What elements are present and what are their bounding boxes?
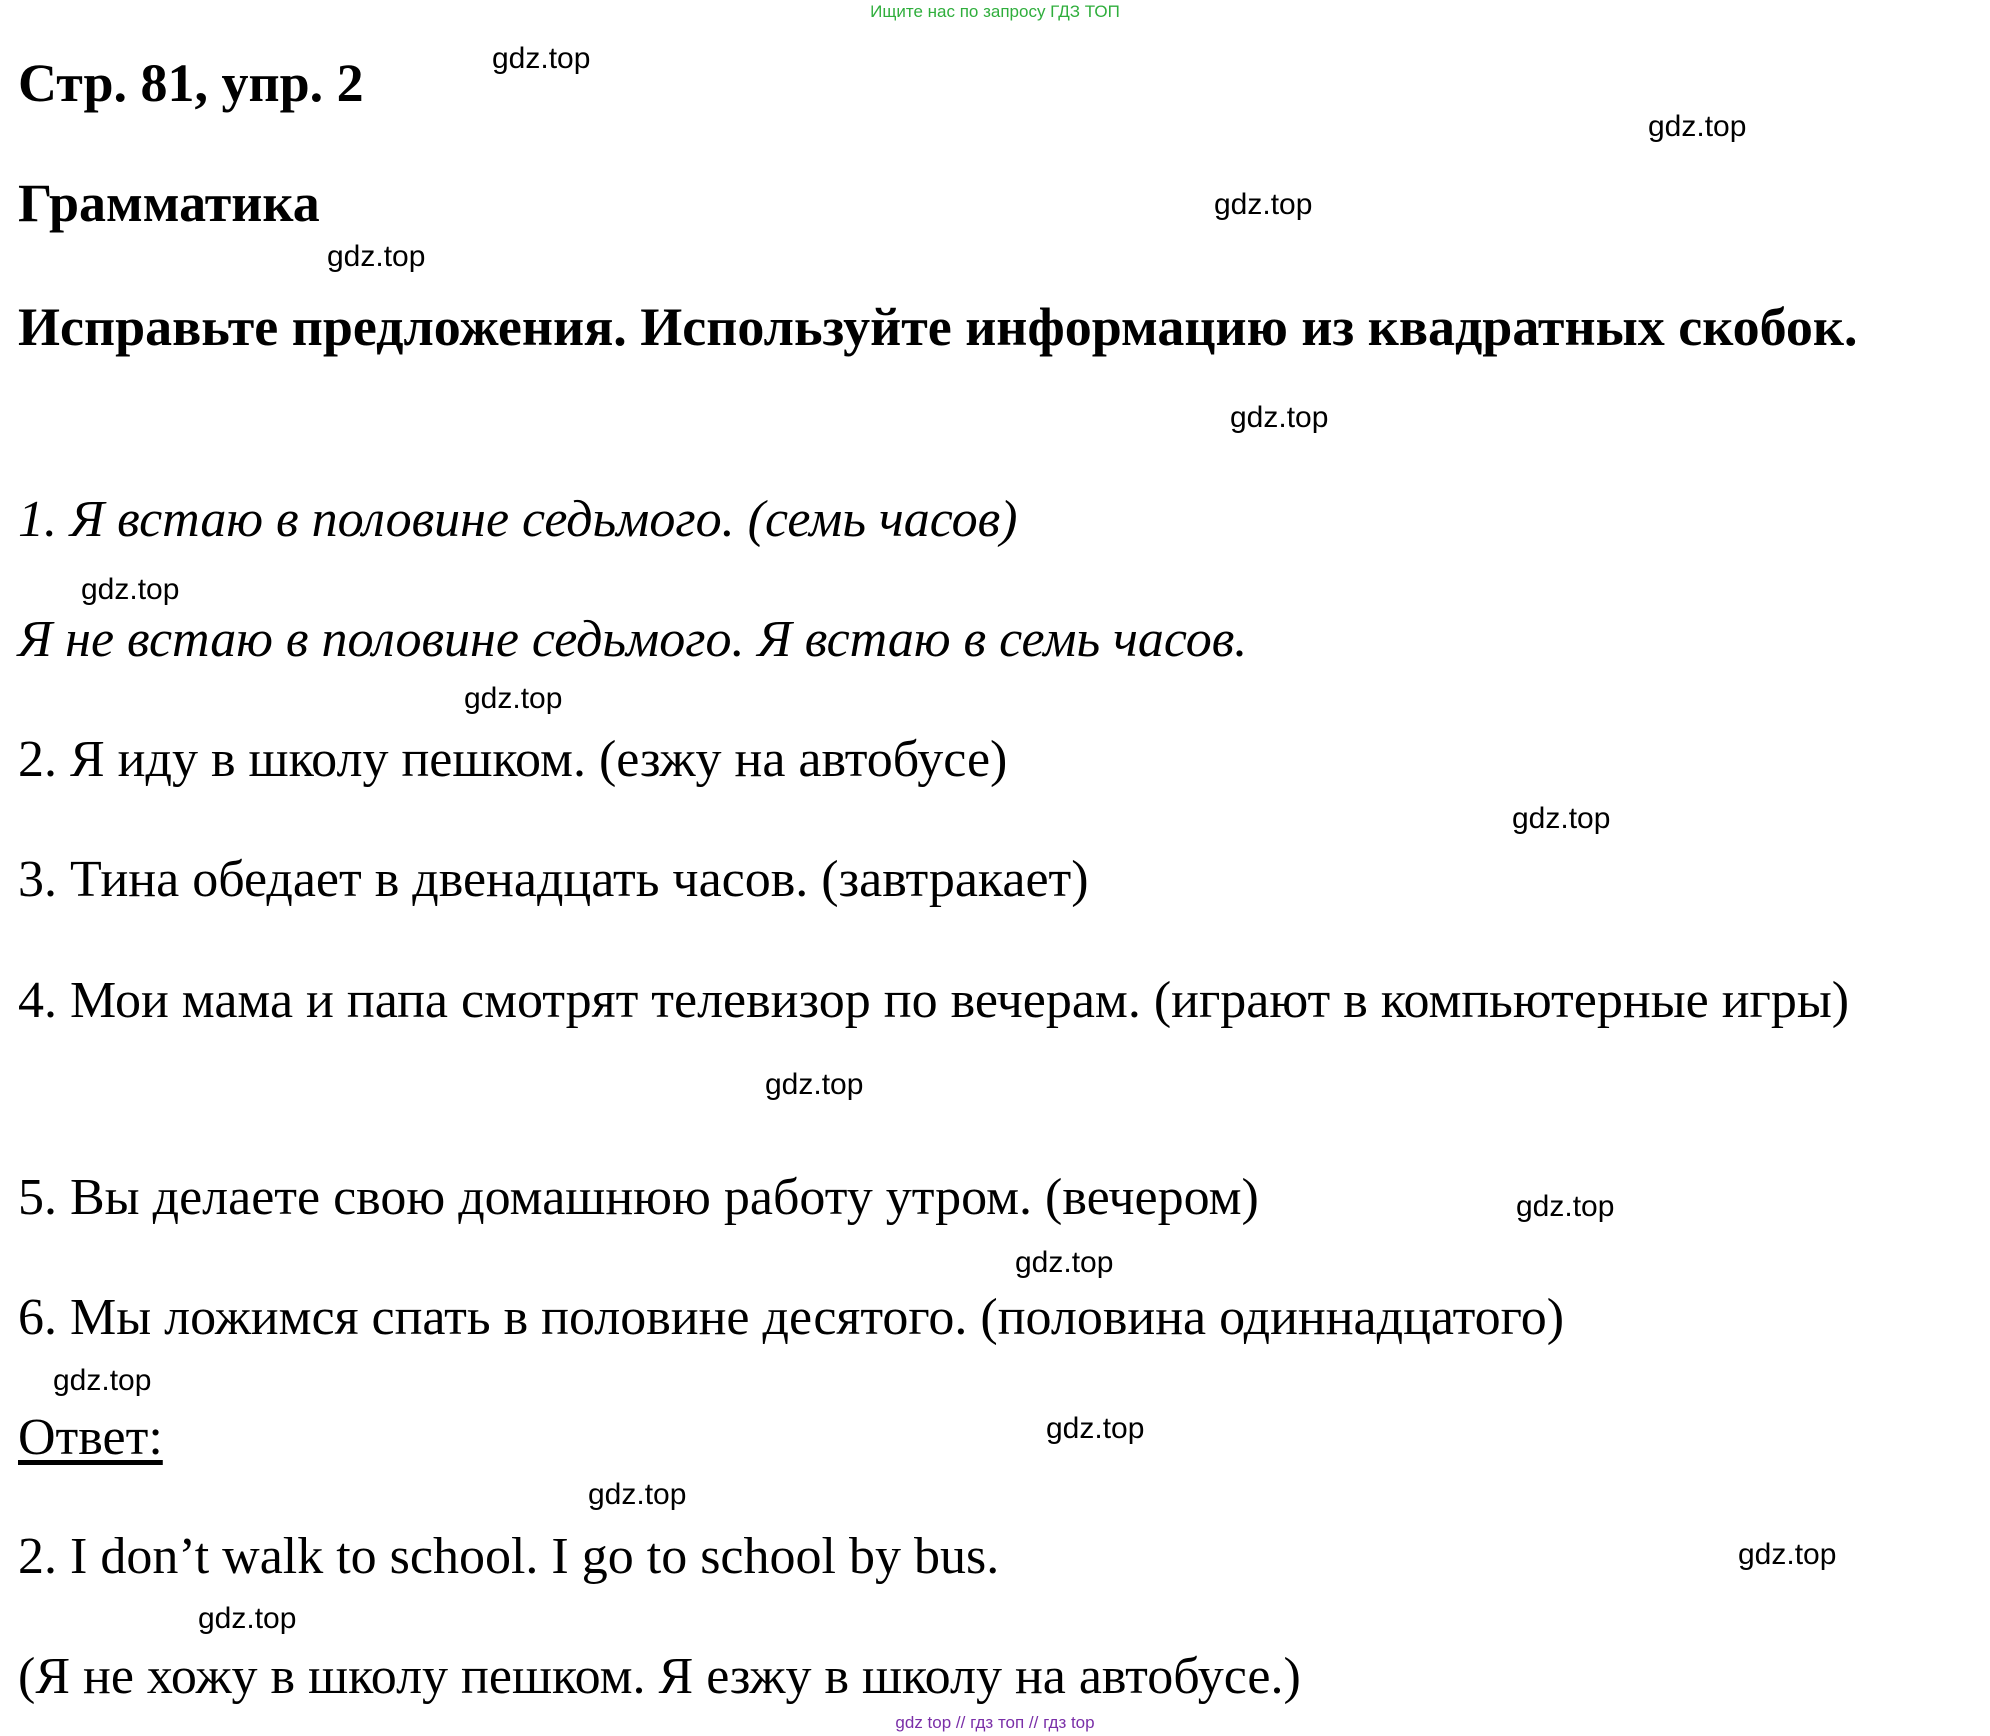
- watermark: gdz.top: [1648, 110, 1747, 143]
- answer-line: 2. I don’t walk to school. I go to school by bus.: [18, 1528, 1000, 1585]
- watermark: gdz.top: [1046, 1412, 1145, 1445]
- watermark: gdz.top: [53, 1364, 152, 1397]
- exercise-item-5: 5. Вы делаете свою домашнюю работу утром. (вечером): [18, 1169, 1259, 1226]
- exercise-item-3: 3. Тина обедает в двенадцать часов. (завтракает): [18, 851, 1089, 908]
- watermark: gdz.top: [81, 573, 180, 606]
- exercise-item-2: 2. Я иду в школу пешком. (езжу на автобусе): [18, 731, 1008, 788]
- answer-translation: (Я не хожу в школу пешком. Я езжу в школу на автобусе.): [18, 1648, 1301, 1705]
- watermark: gdz.top: [1015, 1246, 1114, 1279]
- page-title: Стр. 81, упр. 2: [18, 53, 364, 113]
- exercise-example-answer: Я не встаю в половине седьмого. Я встаю в семь часов.: [18, 611, 1248, 668]
- watermark: gdz.top: [464, 682, 563, 715]
- watermark: gdz.top: [327, 240, 426, 273]
- exercise-item-4: 4. Мои мама и папа смотрят телевизор по вечерам. (играют в компьютерные игры): [18, 972, 1850, 1029]
- section-heading: Грамматика: [18, 173, 320, 233]
- top-banner: Ищите нас по запросу ГДЗ ТОП: [870, 2, 1120, 21]
- watermark: gdz.top: [1230, 401, 1329, 434]
- answer-label: Ответ:: [18, 1409, 163, 1466]
- watermark: gdz.top: [198, 1602, 297, 1635]
- watermark: gdz.top: [588, 1478, 687, 1511]
- watermark: gdz.top: [765, 1068, 864, 1101]
- watermark: gdz.top: [1516, 1190, 1615, 1223]
- exercise-instruction: Исправьте предложения. Используйте информацию из квадратных скобок.: [18, 297, 1858, 357]
- exercise-item-6: 6. Мы ложимся спать в половине десятого. (половина одиннадцатого): [18, 1289, 1565, 1346]
- footer-links: gdz top // гдз топ // гдз top: [895, 1713, 1095, 1732]
- exercise-item-1: 1. Я встаю в половине седьмого. (семь часов): [18, 491, 1018, 548]
- watermark: gdz.top: [1214, 188, 1313, 221]
- watermark: gdz.top: [492, 42, 591, 75]
- watermark: gdz.top: [1512, 802, 1611, 835]
- watermark: gdz.top: [1738, 1538, 1837, 1571]
